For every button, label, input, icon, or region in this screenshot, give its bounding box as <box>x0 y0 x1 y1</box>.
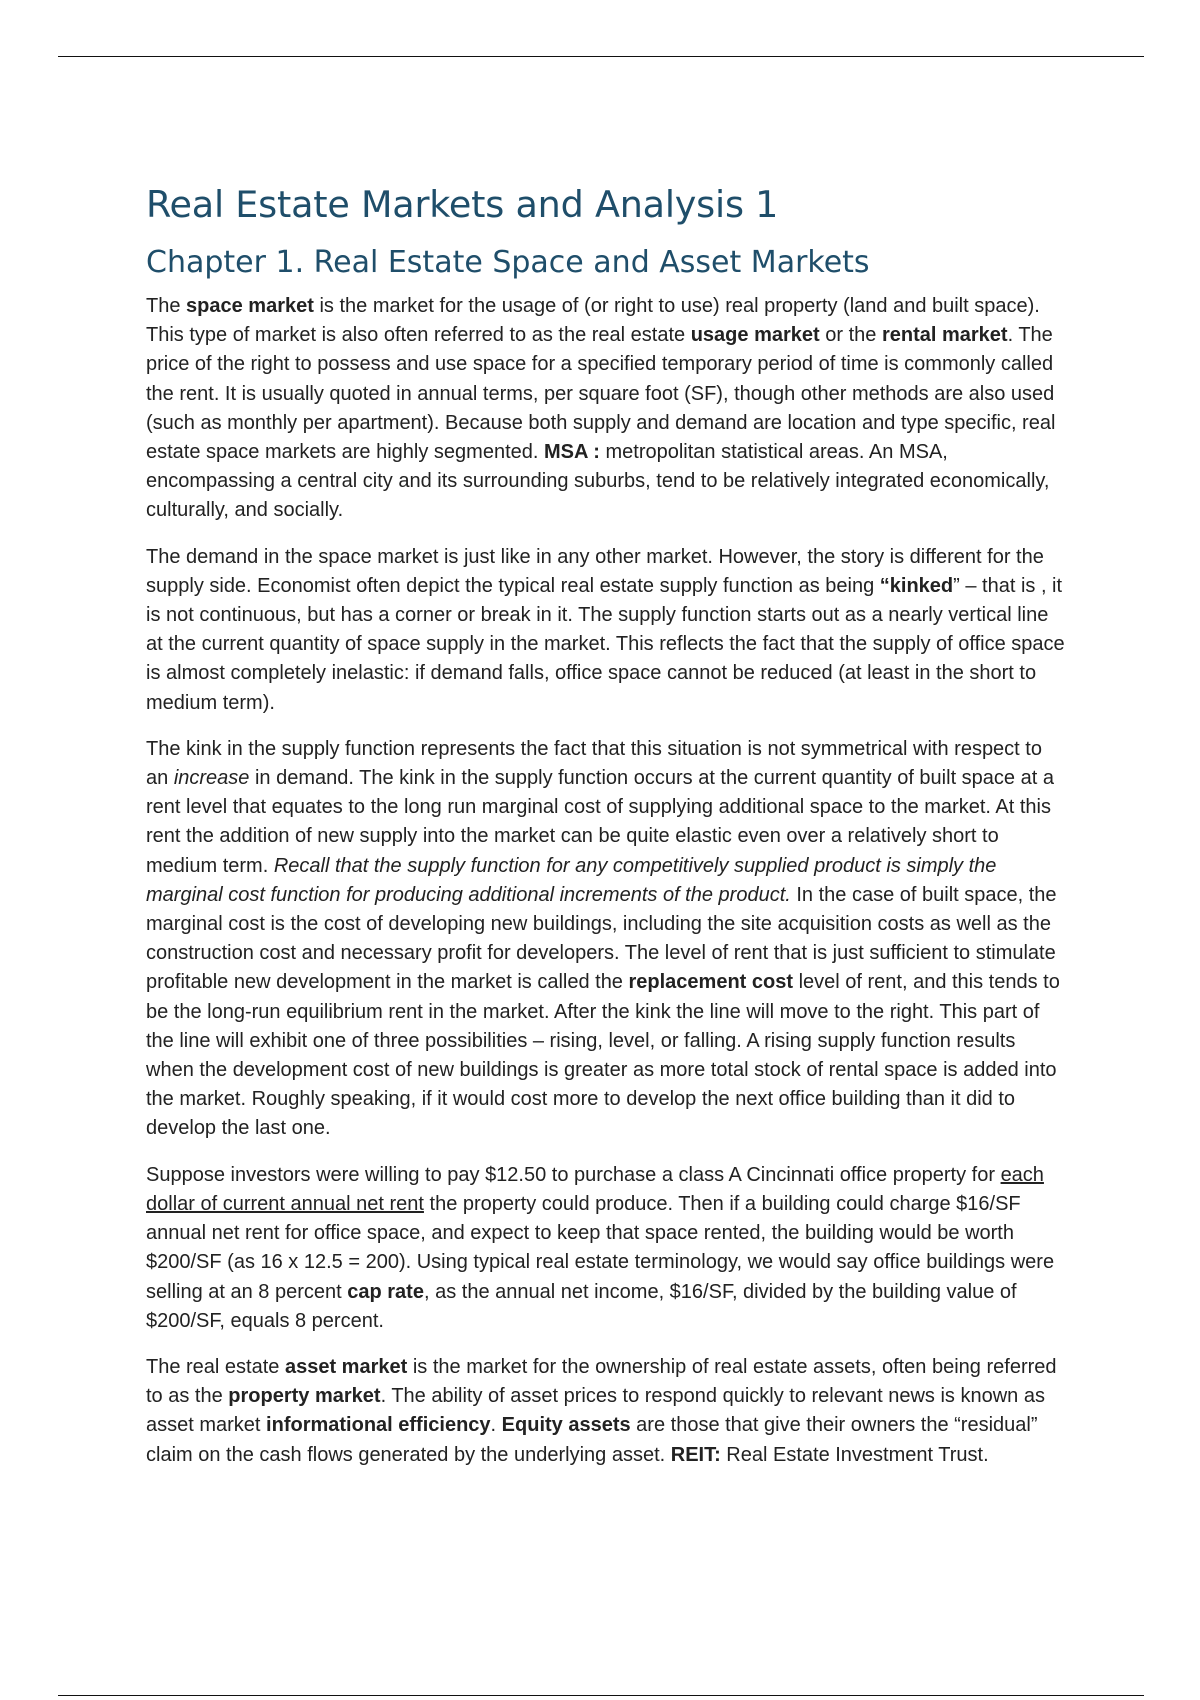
bold-term: replacement cost <box>628 971 794 994</box>
text-run: . The ability of asset prices to respond quickly to relevant news is known as asset market <box>146 1385 1045 1437</box>
text-run: the property could produce. Then if a building could charge $16/SF annual net rent for office space, and expect to keep that space rented, the building would be worth $200/SF (as 16 x 12.5 = 200). Using typical real estate terminology, we would say office buildings were selling at an 8 percent <box>146 1192 1055 1303</box>
bold-term: informational efficiency <box>266 1414 491 1437</box>
text-run: or the <box>819 324 882 347</box>
text-run: The demand in the space market is just like in any other market. However, the story is different for the supply side. Economist often depict the typical real estate supply function as being <box>146 545 1044 597</box>
header-rule <box>58 56 1144 57</box>
bold-term: rental market <box>881 324 1008 347</box>
document-body <box>146 178 1066 1487</box>
text-run: is the market for the usage of (or right to use) real property (land and built space). This type of market is also often referred to as the real estate <box>146 295 1040 347</box>
chapter-heading: Chapter 1. Real Estate Space and Asset Markets <box>146 245 870 280</box>
italic-text: Recall that the supply function for any competitively supplied product is simply the marginal cost function for producing additional increments of the product. <box>146 854 997 906</box>
text-run: is the market for the ownership of real estate assets, often being referred to as the <box>146 1355 1057 1408</box>
text-run: The kink in the supply function represents the fact that this situation is not symmetrical with respect to an <box>146 737 1042 790</box>
paragraph-supply-kinked <box>146 543 1066 718</box>
italic-text: increase <box>173 767 250 790</box>
text-run: metropolitan statistical areas. An MSA, encompassing a central city and its surrounding suburbs, tend to be relatively integrated economically, culturally, and socially. <box>146 441 1050 522</box>
text-run: level of rent, and this tends to be the long-run equilibrium rent in the market. After the kink the line will move to the right. This part of the line will exhibit one of three possibilities – rising, level, or falling. A rising supply function results when the development cost of new buildings is greater as more total stock of rental space is added into the market. Roughly speaking, if it would cost more to develop the next office building than it did to develop the last one. <box>146 971 1060 1140</box>
text-run: are those that give their owners the “residual” claim on the cash flows generated by the underlying asset. <box>146 1414 1038 1466</box>
bold-term: MSA : <box>544 441 600 464</box>
footer-rule <box>58 1695 1144 1696</box>
text-run: Real Estate Investment Trust. <box>720 1443 989 1466</box>
paragraph-cap-rate-example <box>146 1161 1066 1336</box>
bold-term: “kinked <box>879 574 954 597</box>
text-run: in demand. The kink in the supply function occurs at the current quantity of built space at a rent level that equates to the long run marginal cost of supplying additional space to the market. At this rent the addition of new supply into the market can be quite elastic even over a relatively short to medium term. <box>146 767 1054 877</box>
bold-term: cap rate <box>347 1280 424 1303</box>
bold-term: Equity assets <box>501 1414 631 1437</box>
bold-term: asset market <box>284 1355 408 1378</box>
text-run: , as the annual net income, $16/SF, divided by the building value of $200/SF, equals 8 percent. <box>146 1280 1017 1332</box>
bold-term: usage market <box>690 324 820 347</box>
text-run: The real estate <box>146 1355 285 1378</box>
text-run: . The price of the right to possess and use space for a specified temporary period of time is commonly called the rent. It is usually quoted in annual terms, per square foot (SF), though other methods are also used (such as monthly per apartment). Because both supply and demand are location and type specific, real estate space markets are highly segmented. <box>146 324 1056 464</box>
document-title: Real Estate Markets and Analysis 1 <box>146 183 779 226</box>
underlined-text: each dollar of current annual net rent <box>146 1163 1044 1215</box>
bold-term: property market <box>228 1385 381 1408</box>
bold-term: REIT: <box>670 1443 721 1466</box>
text-run: The <box>146 295 187 317</box>
text-run: . <box>490 1414 502 1437</box>
paragraph-asset-market <box>146 1353 1066 1470</box>
paragraph-kink-supply-function <box>146 735 1066 1144</box>
text-run: ” – that is , it is not continuous, but has a corner or break in it. The supply function starts out as a nearly vertical line at the current quantity of space supply in the market. This reflects the fact that the supply of office space is almost completely inelastic: if demand falls, office space cannot be reduced (at least in the short to medium term). <box>146 574 1065 714</box>
bold-term: space market <box>186 295 314 317</box>
paragraph-space-market <box>146 292 1066 526</box>
text-run: In the case of built space, the marginal cost is the cost of developing new buildings, including the site acquisition costs as well as the construction cost and necessary profit for developers. The level of rent that is just sufficient to stimulate profitable new development in the market is called the <box>146 883 1057 994</box>
text-run: Suppose investors were willing to pay $12.50 to purchase a class A Cincinnati office property for <box>146 1163 1001 1186</box>
